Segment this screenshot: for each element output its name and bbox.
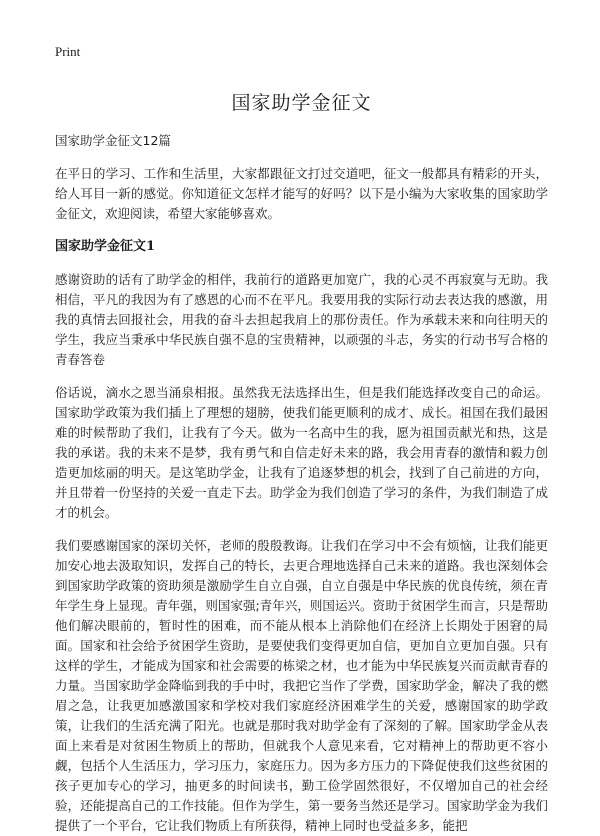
body-paragraph: 感谢资助的话有了助学金的相伴，我前行的道路更加宽广，我的心灵不再寂寞与无助。我相信，平凡的我因为有了感恩的心而不在平凡。我要用我的实际行动去表达我的感激，用我的真情去回报社会，用我的奋斗去担起我肩上的那份责任。作为承载未来和向往明天的学生，我应当秉承中华民族自强不息的宝贵精神，以顽强的斗志，务实的行动书写合格的青春答卷 [55, 272, 548, 367]
body-paragraph: 我们要感谢国家的深切关怀，老师的殷殷教诲。让我们在学习中不会有烦恼，让我们能更加安心地去汲取知识，发挥自己的特长，去更合理地选择自己未来的道路。我也深刻体会到国家助学政策的资助须是激励学生自立自强，自立自强是中华民族的优良传统，须在青年学生身上显现。青年强，则国家强;青年兴，则国运兴。资助于贫困学生而言，只是帮助他们解决眼前的，暂时性的困难，而不能从根本上消除他们在经济上长期处于困窘的局面。国家和社会给予贫困学生资助，是要使我们变得更加自信，更加自立更加自强。只有这样的学生，才能成为国家和社会需要的栋梁之材，也才能为中华民族复兴而贡献青春的力量。当国家助学金降临到我的手中时，我把它当作了学费，国家助学金，解决了我的燃眉之急，让我更加感激国家和学校对我们家庭经济困难学生的关爱，感谢国家的助学政策，让我们的生活充满了阳光。也就是那时我对助学金有了深刻的了解。国家助学金从表面上来看是对贫困生物质上的帮助，但就我个人意见来看，它对精神上的帮助更不容小觑，包括个人生活压力，学习压力，家庭压力。因为多方压力的下降促使我们这些贫困的孩子更加专心的学习，抽更多的时间读书，勤工俭学固然很好，不仅增加自己的社会经验，还能提高自己的工作技能。但作为学生，第一要务当然还是学习。国家助学金为我们提供了一个平台，它让我们物质上有所获得，精神上同时也受益多多，能把 [55, 538, 548, 833]
document-subtitle: 国家助学金征文12篇 [55, 133, 171, 148]
intro-paragraph: 在平日的学习、工作和生活里，大家都跟征文打过交道吧，征文一般都具有精彩的开头，给人耳目一新的感觉。你知道征文怎样才能写的好吗？以下是小编为大家收集的国家助学金征文，欢迎阅读，希望大家能够喜欢。 [55, 166, 548, 221]
section-heading: 国家助学金征文1 [55, 239, 156, 254]
body-paragraph: 俗话说，滴水之恩当涌泉相报。虽然我无法选择出生，但是我们能选择改变自己的命运。国家助学政策为我们插上了理想的翅膀，使我们能更顺利的成才、成长。祖国在我们最困难的时候帮助了我们，让我有了今天。做为一名高中生的我，愿为祖国贡献光和热，这是我的承诺。我的未来不是梦，我有勇气和自信走好未来的路，我会用青春的激情和毅力创造更加炫丽的明天。是这笔助学金，让我有了追逐梦想的机会，找到了自己前进的方向，并且带着一份坚持的关爱一直走下去。助学金为我们创造了学习的条件，为我们制造了成才的机会。 [55, 385, 548, 520]
print-label: Print [55, 44, 81, 59]
document-title: 国家助学金征文 [231, 92, 372, 114]
